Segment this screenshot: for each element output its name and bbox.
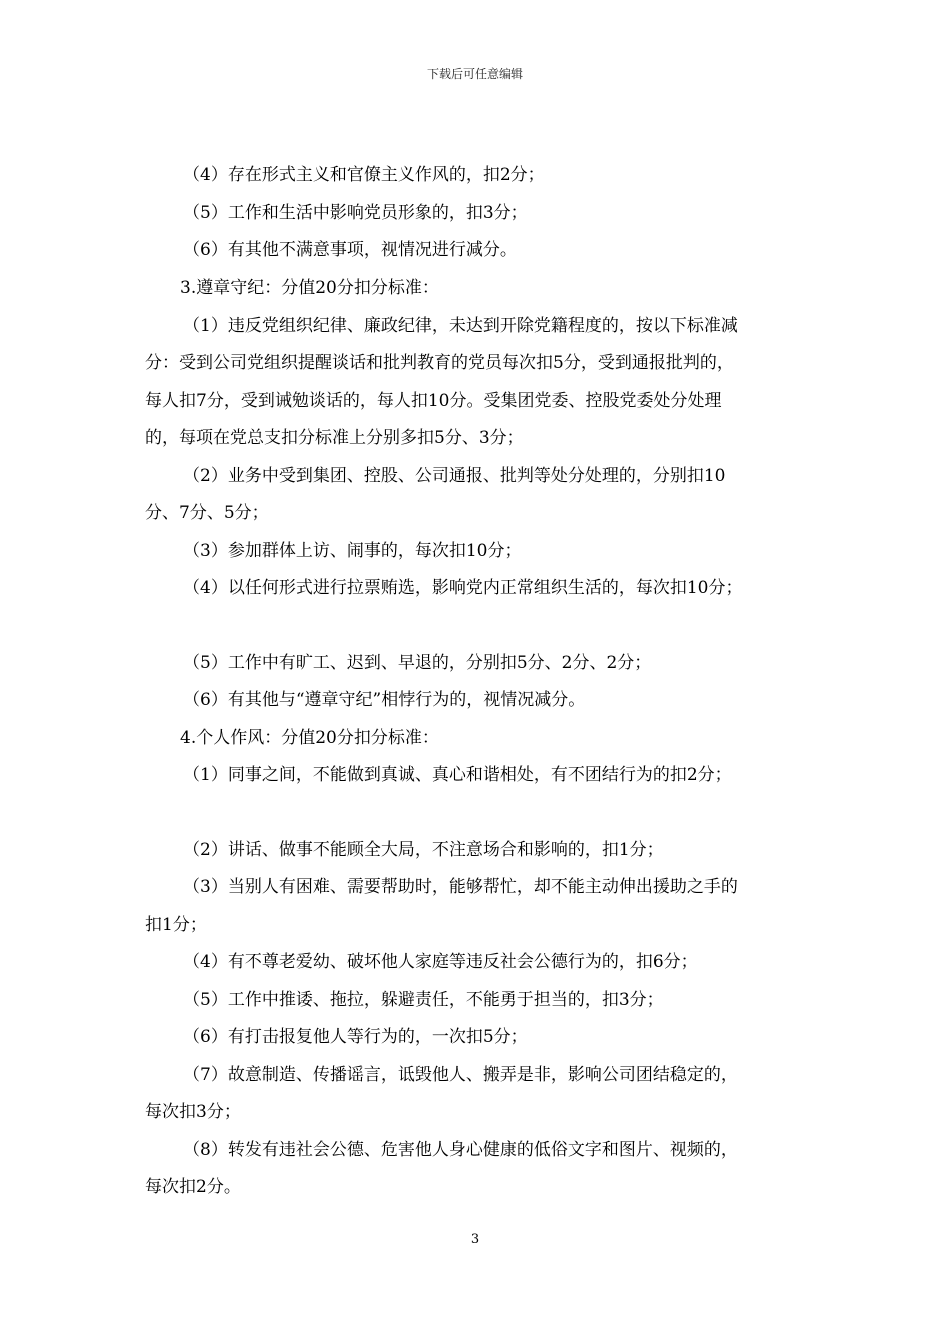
body-line-9: （2）业务中受到集团、控股、公司通报、批判等处分处理的，分别扣10 <box>183 466 726 486</box>
body-line-19: 扣1分； <box>145 915 207 935</box>
section-heading-3: 3.遵章守纪：分值20分扣分标准： <box>180 278 439 298</box>
body-line-11: （3）参加群体上访、闹事的，每次扣10分； <box>183 541 522 561</box>
body-line-3: （6）有其他不满意事项，视情况进行减分。 <box>183 240 517 260</box>
body-line-12: （4）以任何形式进行拉票贿选，影响党内正常组织生活的，每次扣10分； <box>183 578 743 598</box>
body-line-23: （7）故意制造、传播谣言，诋毁他人、搬弄是非，影响公司团结稳定的， <box>183 1065 738 1085</box>
page-number: 3 <box>470 1232 480 1247</box>
body-line-25: （8）转发有违社会公德、危害他人身心健康的低俗文字和图片、视频的， <box>183 1140 738 1160</box>
body-line-2: （5）工作和生活中影响党员形象的，扣3分； <box>183 203 528 223</box>
body-line-10: 分、7分、5分； <box>145 503 269 523</box>
body-line-24: 每次扣3分； <box>145 1102 241 1122</box>
body-line-14: （6）有其他与“遵章守纪”相悖行为的，视情况减分。 <box>183 690 586 710</box>
body-line-16: （1）同事之间，不能做到真诚、真心和谐相处，有不团结行为的扣2分； <box>183 765 732 785</box>
page-header: 下载后可任意编辑 <box>426 67 523 81</box>
body-line-1: （4）存在形式主义和官僚主义作风的，扣2分； <box>183 165 545 185</box>
body-line-20: （4）有不尊老爱幼、破坏他人家庭等违反社会公德行为的，扣6分； <box>183 952 698 972</box>
body-line-13: （5）工作中有旷工、迟到、早退的，分别扣5分、2分、2分； <box>183 653 652 673</box>
body-line-21: （5）工作中推诿、拖拉，躲避责任，不能勇于担当的，扣3分； <box>183 990 664 1010</box>
body-line-26: 每次扣2分。 <box>145 1177 241 1197</box>
body-line-6: 分：受到公司党组织提醒谈话和批判教育的党员每次扣5分，受到通报批判的， <box>145 353 734 373</box>
section-heading-4: 4.个人作风：分值20分扣分标准： <box>180 728 439 748</box>
body-line-18: （3）当别人有困难、需要帮助时，能够帮忙，却不能主动伸出援助之手的 <box>183 877 738 897</box>
body-line-5: （1）违反党组织纪律、廉政纪律，未达到开除党籍程度的，按以下标准减 <box>183 316 738 336</box>
body-line-17: （2）讲话、做事不能顾全大局，不注意场合和影响的，扣1分； <box>183 840 664 860</box>
body-line-22: （6）有打击报复他人等行为的，一次扣5分； <box>183 1027 528 1047</box>
body-line-8: 的，每项在党总支扣分标准上分别多扣5分、3分； <box>145 428 524 448</box>
body-line-7: 每人扣7分，受到诫勉谈话的，每人扣10分。受集团党委、控股党委处分处理 <box>145 391 722 411</box>
